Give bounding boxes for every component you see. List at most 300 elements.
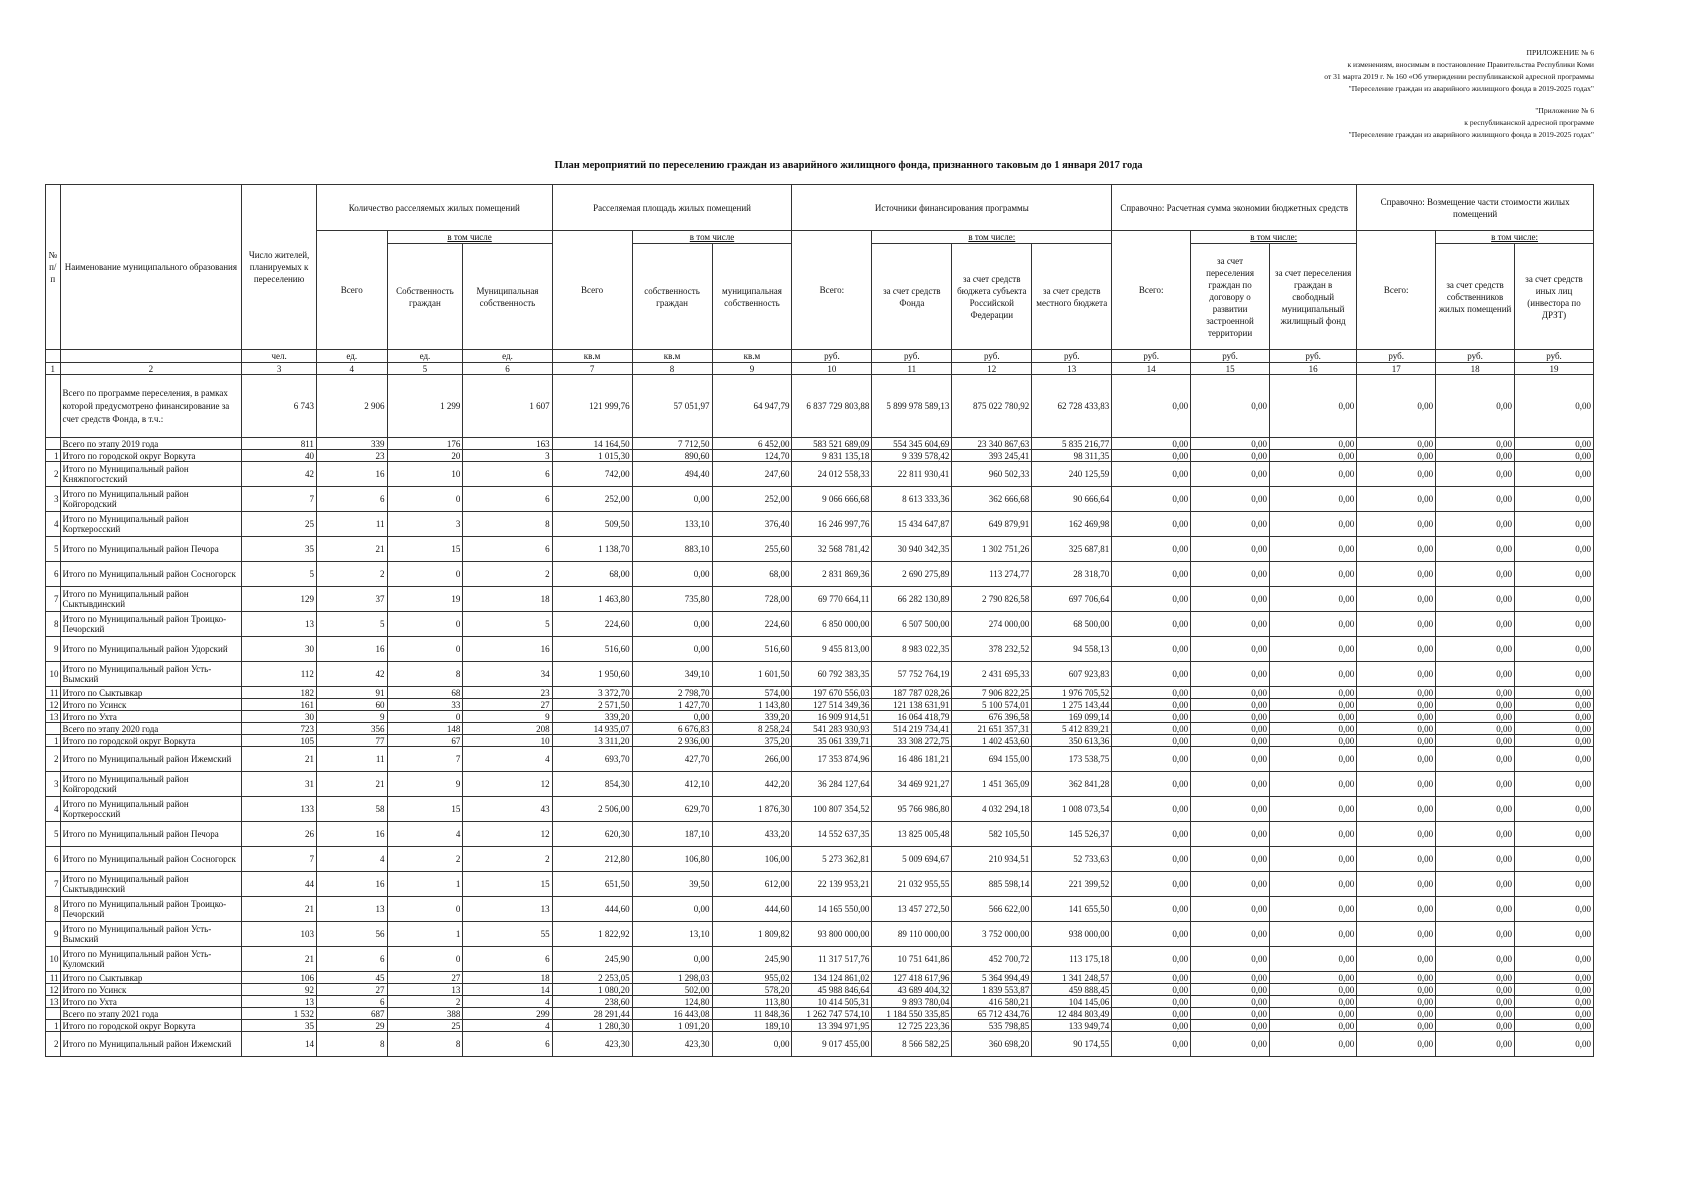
value-cell: 0,00 (1357, 922, 1436, 947)
value-cell: 0,00 (1270, 512, 1357, 537)
table-row (46, 637, 1594, 662)
value-cell: 0,00 (1515, 462, 1594, 487)
value-cell: 693,70 (552, 747, 632, 772)
value-cell: 15 434 647,87 (872, 512, 952, 537)
value-cell: 2 790 826,58 (952, 587, 1032, 612)
row-number: 13 (46, 996, 61, 1008)
value-cell: 13 457 272,50 (872, 897, 952, 922)
row-name: Итого по Сыктывкар (60, 687, 242, 699)
value-cell: 43 (463, 797, 552, 822)
value-cell: 247,60 (712, 462, 792, 487)
value-cell: 16 909 914,51 (792, 711, 872, 723)
value-cell: 106 (242, 972, 317, 984)
value-cell: 649 879,91 (952, 512, 1032, 537)
value-cell: 2 431 695,33 (952, 662, 1032, 687)
value-cell: 15 (387, 537, 463, 562)
row-name: Итого по Муниципальный район Троицко-Печорский (60, 897, 242, 922)
value-cell: 0,00 (1112, 972, 1191, 984)
value-cell: 1 091,20 (632, 1020, 712, 1032)
value-cell: 21 651 357,31 (952, 723, 1032, 735)
value-cell: 0,00 (1357, 612, 1436, 637)
value-cell: 12 (463, 822, 552, 847)
subheader-incl: в том числе: (1436, 231, 1594, 244)
row-number: 2 (46, 462, 61, 487)
value-cell: 0,00 (1191, 747, 1270, 772)
value-cell: 494,40 (632, 462, 712, 487)
value-cell: 0,00 (1357, 1032, 1436, 1057)
value-cell: 0,00 (1515, 872, 1594, 897)
value-cell: 0,00 (1270, 1032, 1357, 1057)
value-cell: 0,00 (1191, 947, 1270, 972)
col-header-local-budget: за счет средств местного бюджета (1032, 244, 1112, 350)
value-cell: 0,00 (1112, 699, 1191, 711)
value-cell: 30 940 342,35 (872, 537, 952, 562)
value-cell: 100 807 354,52 (792, 797, 872, 822)
value-cell: 388 (387, 1008, 463, 1020)
value-cell: 0,00 (1515, 662, 1594, 687)
value-cell: 5 412 839,21 (1032, 723, 1112, 735)
value-cell: 0,00 (1270, 822, 1357, 847)
value-cell: 1 184 550 335,85 (872, 1008, 952, 1020)
value-cell: 8 (316, 1032, 387, 1057)
value-cell: 9 (463, 711, 552, 723)
value-cell: 27 (316, 984, 387, 996)
value-cell: 1 341 248,57 (1032, 972, 1112, 984)
value-cell: 133 949,74 (1032, 1020, 1112, 1032)
column-number: 19 (1515, 363, 1594, 375)
value-cell: 0,00 (1436, 822, 1515, 847)
value-cell: 0,00 (1270, 984, 1357, 996)
value-cell: 0,00 (1112, 897, 1191, 922)
value-cell: 266,00 (712, 747, 792, 772)
value-cell: 68,00 (552, 562, 632, 587)
value-cell: 221 399,52 (1032, 872, 1112, 897)
value-cell: 0,00 (1191, 612, 1270, 637)
group-header-count: Количество расселяемых жилых помещений (316, 185, 552, 231)
value-cell: 1 008 073,54 (1032, 797, 1112, 822)
unit-cell: руб. (1515, 350, 1594, 363)
value-cell: 0,00 (1515, 996, 1594, 1008)
header-line: к республиканской адресной программе (1464, 118, 1594, 127)
table-row (46, 537, 1594, 562)
value-cell: 0,00 (1436, 562, 1515, 587)
value-cell: 811 (242, 438, 317, 450)
row-number (46, 375, 61, 438)
value-cell: 8 258,24 (712, 723, 792, 735)
row-number: 12 (46, 699, 61, 711)
row-number: 3 (46, 487, 61, 512)
value-cell: 3 (463, 450, 552, 462)
value-cell: 502,00 (632, 984, 712, 996)
value-cell: 13 (316, 897, 387, 922)
row-name: Итого по Муниципальный район Сыктывдинский (60, 872, 242, 897)
value-cell: 0,00 (1270, 972, 1357, 984)
value-cell: 697 706,64 (1032, 587, 1112, 612)
value-cell: 16 (316, 637, 387, 662)
value-cell: 176 (387, 438, 463, 450)
value-cell: 452 700,72 (952, 947, 1032, 972)
value-cell: 0,00 (1436, 922, 1515, 947)
value-cell: 14 (242, 1032, 317, 1057)
group-header-compensation: Справочно: Возмещение части стоимости жилых помещений (1357, 185, 1594, 231)
column-number: 13 (1032, 363, 1112, 375)
value-cell: 187 787 028,26 (872, 687, 952, 699)
value-cell: 339 (316, 438, 387, 450)
col-header-name: Наименование муниципального образования (60, 185, 242, 350)
value-cell: 92 (242, 984, 317, 996)
value-cell: 21 (242, 897, 317, 922)
value-cell: 0,00 (1270, 1020, 1357, 1032)
value-cell: 0,00 (1515, 723, 1594, 735)
value-cell: 444,60 (552, 897, 632, 922)
row-number: 11 (46, 687, 61, 699)
value-cell: 1 302 751,26 (952, 537, 1032, 562)
value-cell: 0,00 (1191, 711, 1270, 723)
column-number: 12 (952, 363, 1032, 375)
value-cell: 0,00 (1112, 1008, 1191, 1020)
value-cell: 0,00 (632, 612, 712, 637)
value-cell: 0,00 (1191, 996, 1270, 1008)
value-cell: 240 125,59 (1032, 462, 1112, 487)
value-cell: 90 174,55 (1032, 1032, 1112, 1057)
unit-cell: кв.м (712, 350, 792, 363)
table-row (46, 996, 1594, 1008)
value-cell: 0,00 (1112, 537, 1191, 562)
value-cell: 5 899 978 589,13 (872, 375, 952, 438)
value-cell: 0,00 (1436, 612, 1515, 637)
column-number: 14 (1112, 363, 1191, 375)
value-cell: 124,80 (632, 996, 712, 1008)
table-row (46, 687, 1594, 699)
value-cell: 210 934,51 (952, 847, 1032, 872)
value-cell: 16 486 181,21 (872, 747, 952, 772)
value-cell: 0,00 (1515, 438, 1594, 450)
value-cell: 11 (316, 512, 387, 537)
value-cell: 0,00 (1191, 797, 1270, 822)
value-cell: 43 689 404,32 (872, 984, 952, 996)
value-cell: 208 (463, 723, 552, 735)
value-cell: 1 976 705,52 (1032, 687, 1112, 699)
value-cell: 0,00 (1112, 512, 1191, 537)
value-cell: 7 (387, 747, 463, 772)
value-cell: 0,00 (1357, 847, 1436, 872)
value-cell: 0,00 (1270, 872, 1357, 897)
value-cell: 0,00 (1436, 996, 1515, 1008)
column-number: 8 (632, 363, 712, 375)
value-cell: 39,50 (632, 872, 712, 897)
value-cell: 9 893 780,04 (872, 996, 952, 1008)
value-cell: 0,00 (1270, 723, 1357, 735)
value-cell: 19 (387, 587, 463, 612)
value-cell: 0,00 (1436, 984, 1515, 996)
table-row (46, 797, 1594, 822)
value-cell: 444,60 (712, 897, 792, 922)
value-cell: 0,00 (1270, 772, 1357, 797)
value-cell: 5 100 574,01 (952, 699, 1032, 711)
value-cell: 0,00 (1515, 822, 1594, 847)
value-cell: 687 (316, 1008, 387, 1020)
value-cell: 64 947,79 (712, 375, 792, 438)
value-cell: 5 009 694,67 (872, 847, 952, 872)
value-cell: 0,00 (1357, 462, 1436, 487)
value-cell: 224,60 (712, 612, 792, 637)
value-cell: 0,00 (1515, 947, 1594, 972)
value-cell: 0,00 (1191, 587, 1270, 612)
col-header-num: № п/п (46, 185, 61, 350)
value-cell: 955,02 (712, 972, 792, 984)
value-cell: 885 598,14 (952, 872, 1032, 897)
value-cell: 21 032 955,55 (872, 872, 952, 897)
value-cell: 0,00 (1191, 687, 1270, 699)
value-cell: 350 613,36 (1032, 735, 1112, 747)
value-cell: 0,00 (1270, 687, 1357, 699)
unit-cell: ед. (387, 350, 463, 363)
value-cell: 0 (387, 897, 463, 922)
value-cell: 27 (387, 972, 463, 984)
value-cell: 0,00 (1357, 947, 1436, 972)
table-row (46, 699, 1594, 711)
value-cell: 0,00 (1515, 797, 1594, 822)
col-header-municipal-area: муниципальная собственность (712, 244, 792, 350)
value-cell: 0,00 (1357, 438, 1436, 450)
value-cell: 349,10 (632, 662, 712, 687)
value-cell: 0,00 (1112, 984, 1191, 996)
value-cell: 8 (463, 512, 552, 537)
value-cell: 0,00 (1191, 438, 1270, 450)
value-cell: 45 (316, 972, 387, 984)
value-cell: 0,00 (1357, 797, 1436, 822)
row-number: 1 (46, 735, 61, 747)
value-cell: 728,00 (712, 587, 792, 612)
value-cell: 35 (242, 1020, 317, 1032)
value-cell: 6 (463, 537, 552, 562)
unit-cell: руб. (1112, 350, 1191, 363)
value-cell: 4 (463, 1020, 552, 1032)
value-cell: 854,30 (552, 772, 632, 797)
row-name: Итого по Муниципальный район Ижемский (60, 747, 242, 772)
value-cell: 13 (242, 996, 317, 1008)
value-cell: 0,00 (1515, 1008, 1594, 1020)
unit-cell: руб. (952, 350, 1032, 363)
row-name: Итого по Муниципальный район Сосногорск (60, 847, 242, 872)
value-cell: 105 (242, 735, 317, 747)
value-cell: 0,00 (1112, 1020, 1191, 1032)
value-cell: 10 414 505,31 (792, 996, 872, 1008)
col-header-own-citizens: Собственность граждан (387, 244, 463, 350)
unit-cell: руб. (792, 350, 872, 363)
value-cell: 129 (242, 587, 317, 612)
value-cell: 36 284 127,64 (792, 772, 872, 797)
value-cell: 14 552 637,35 (792, 822, 872, 847)
value-cell: 133 (242, 797, 317, 822)
value-cell: 339,20 (552, 711, 632, 723)
col-header-residents: Число жителей, планируемых к переселению (242, 185, 317, 350)
row-name: Итого по Сыктывкар (60, 972, 242, 984)
subheader-incl: в том числе (387, 231, 552, 244)
value-cell: 34 (463, 662, 552, 687)
value-cell: 516,60 (552, 637, 632, 662)
table-row (46, 487, 1594, 512)
value-cell: 0,00 (1191, 735, 1270, 747)
value-cell: 18 (463, 972, 552, 984)
row-name: Итого по Муниципальный район Сыктывдинский (60, 587, 242, 612)
header-line: "Переселение граждан из аварийного жилищного фонда в 2019-2025 годах" (1348, 84, 1594, 93)
value-cell: 0,00 (1515, 972, 1594, 984)
value-cell: 0,00 (1270, 996, 1357, 1008)
column-number: 10 (792, 363, 872, 375)
value-cell: 9 017 455,00 (792, 1032, 872, 1057)
value-cell: 0,00 (1515, 1020, 1594, 1032)
value-cell: 0,00 (1357, 735, 1436, 747)
value-cell: 0,00 (1436, 512, 1515, 537)
value-cell: 0,00 (1191, 512, 1270, 537)
value-cell: 651,50 (552, 872, 632, 897)
value-cell: 42 (316, 662, 387, 687)
table-row (46, 512, 1594, 537)
value-cell: 0,00 (1191, 922, 1270, 947)
table-row (46, 1020, 1594, 1032)
value-cell: 6 507 500,00 (872, 612, 952, 637)
row-name: Итого по Муниципальный район Корткеросский (60, 797, 242, 822)
value-cell: 4 (463, 996, 552, 1008)
value-cell: 0,00 (1436, 438, 1515, 450)
value-cell: 0,00 (1436, 662, 1515, 687)
value-cell: 742,00 (552, 462, 632, 487)
value-cell: 574,00 (712, 687, 792, 699)
value-cell: 0,00 (1436, 687, 1515, 699)
value-cell: 68,00 (712, 562, 792, 587)
value-cell: 12 725 223,36 (872, 1020, 952, 1032)
column-number: 9 (712, 363, 792, 375)
value-cell: 0,00 (1357, 375, 1436, 438)
value-cell: 0,00 (632, 487, 712, 512)
value-cell: 90 666,64 (1032, 487, 1112, 512)
resettlement-plan-table (45, 184, 1594, 1057)
value-cell: 106,80 (632, 847, 712, 872)
value-cell: 238,60 (552, 996, 632, 1008)
value-cell: 57 752 764,19 (872, 662, 952, 687)
value-cell: 376,40 (712, 512, 792, 537)
value-cell: 12 484 803,49 (1032, 1008, 1112, 1020)
value-cell: 0,00 (1357, 1020, 1436, 1032)
value-cell: 3 372,70 (552, 687, 632, 699)
row-number: 5 (46, 822, 61, 847)
value-cell: 10 751 641,86 (872, 947, 952, 972)
value-cell: 103 (242, 922, 317, 947)
row-number: 6 (46, 562, 61, 587)
value-cell: 0,00 (1270, 922, 1357, 947)
value-cell: 113 274,77 (952, 562, 1032, 587)
col-header-comp-owners: за счет средств собственников жилых помещений (1436, 244, 1515, 350)
value-cell: 93 800 000,00 (792, 922, 872, 947)
row-number: 12 (46, 984, 61, 996)
row-number: 10 (46, 947, 61, 972)
value-cell: 0,00 (1112, 662, 1191, 687)
row-name: Итого по городской округ Воркута (60, 1020, 242, 1032)
row-name: Итого по Муниципальный район Ижемский (60, 1032, 242, 1057)
value-cell: 42 (242, 462, 317, 487)
value-cell: 1 950,60 (552, 662, 632, 687)
value-cell: 56 (316, 922, 387, 947)
col-header-comp-others: за счет средств иных лиц (инвестора по ДРЗТ) (1515, 244, 1594, 350)
value-cell: 13 (387, 984, 463, 996)
value-cell: 52 733,63 (1032, 847, 1112, 872)
value-cell: 1 143,80 (712, 699, 792, 711)
value-cell: 0,00 (1436, 735, 1515, 747)
value-cell: 0,00 (1436, 487, 1515, 512)
row-number: 3 (46, 772, 61, 797)
value-cell: 2 798,70 (632, 687, 712, 699)
value-cell: 1 532 (242, 1008, 317, 1020)
table-row (46, 711, 1594, 723)
value-cell: 7 (242, 487, 317, 512)
value-cell: 23 (316, 450, 387, 462)
row-number: 2 (46, 1032, 61, 1057)
value-cell: 30 (242, 711, 317, 723)
value-cell: 65 712 434,76 (952, 1008, 1032, 1020)
value-cell: 1 463,80 (552, 587, 632, 612)
value-cell: 423,30 (632, 1032, 712, 1057)
value-cell: 9 831 135,18 (792, 450, 872, 462)
value-cell: 2 253,05 (552, 972, 632, 984)
value-cell: 0,00 (1515, 1032, 1594, 1057)
value-cell: 104 145,06 (1032, 996, 1112, 1008)
value-cell: 12 (463, 772, 552, 797)
value-cell: 245,90 (552, 947, 632, 972)
table-row (46, 772, 1594, 797)
value-cell: 1 280,30 (552, 1020, 632, 1032)
value-cell: 735,80 (632, 587, 712, 612)
value-cell: 0,00 (632, 947, 712, 972)
value-cell: 6 (316, 947, 387, 972)
value-cell: 0,00 (1436, 972, 1515, 984)
value-cell: 620,30 (552, 822, 632, 847)
row-number: 9 (46, 922, 61, 947)
unit-cell: руб. (1032, 350, 1112, 363)
value-cell: 1 299 (387, 375, 463, 438)
row-name: Итого по Муниципальный район Печора (60, 822, 242, 847)
value-cell: 4 (463, 747, 552, 772)
value-cell: 0,00 (1515, 735, 1594, 747)
value-cell: 9 455 813,00 (792, 637, 872, 662)
value-cell: 0,00 (1357, 662, 1436, 687)
value-cell: 5 (463, 612, 552, 637)
value-cell: 106,00 (712, 847, 792, 872)
value-cell: 427,70 (632, 747, 712, 772)
value-cell: 6 (463, 462, 552, 487)
value-cell: 0,00 (1515, 847, 1594, 872)
value-cell: 0,00 (1270, 897, 1357, 922)
value-cell: 0,00 (1112, 735, 1191, 747)
unit-cell: руб. (872, 350, 952, 363)
col-header-subject-budget: за счет средств бюджета субъекта Российской Федерации (952, 244, 1032, 350)
row-name: Итого по Муниципальный район Койгородский (60, 772, 242, 797)
value-cell: 3 (387, 512, 463, 537)
value-cell: 360 698,20 (952, 1032, 1032, 1057)
value-cell: 0,00 (1436, 847, 1515, 872)
value-cell: 516,60 (712, 637, 792, 662)
value-cell: 6 743 (242, 375, 317, 438)
appendix-header (1324, 47, 1594, 141)
value-cell: 3 311,20 (552, 735, 632, 747)
value-cell: 13 (463, 897, 552, 922)
value-cell: 412,10 (632, 772, 712, 797)
value-cell: 16 (316, 822, 387, 847)
value-cell: 245,90 (712, 947, 792, 972)
value-cell: 0,00 (1270, 747, 1357, 772)
row-name: Всего по этапу 2020 года (60, 723, 242, 735)
row-number: 9 (46, 637, 61, 662)
